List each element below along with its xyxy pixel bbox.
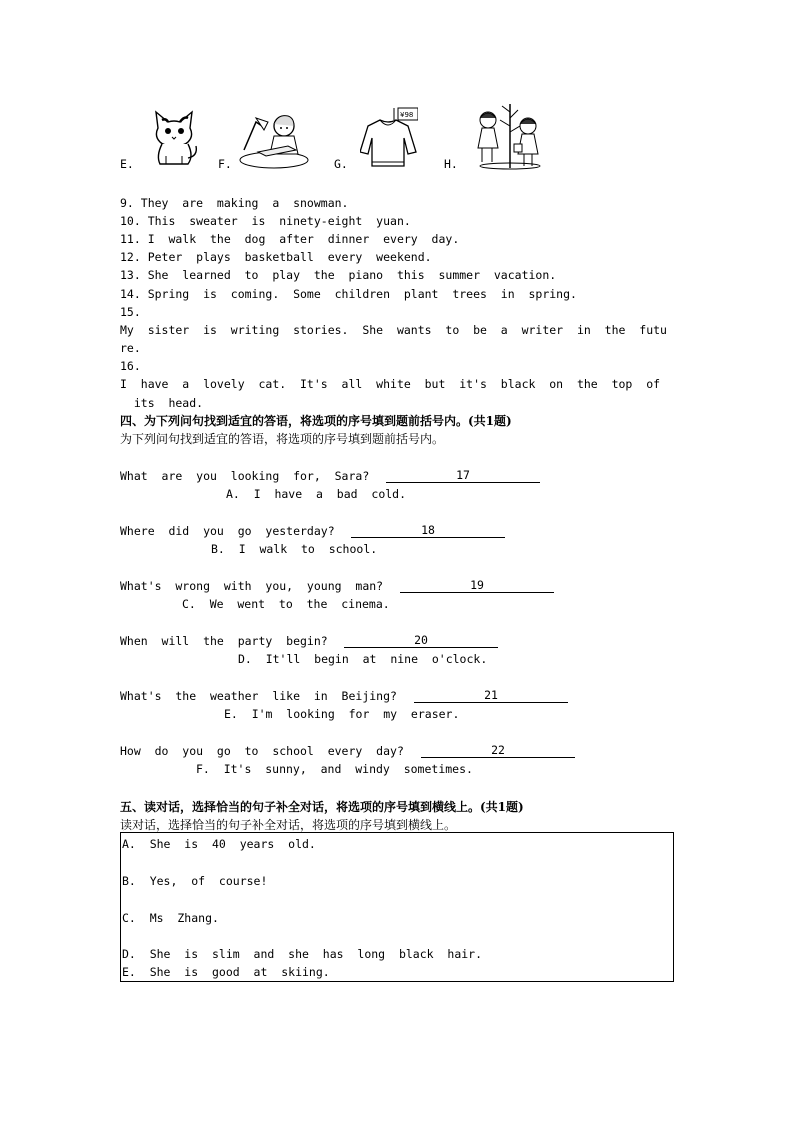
section-4-title: 四、为下列问句找到适宜的答语，将选项的序号填到题前括号内。(共1题): [120, 414, 512, 428]
sentence-11: 11. I walk the dog after dinner every day.: [120, 232, 460, 246]
option-b: B. I walk to school.: [211, 542, 378, 556]
option-e: E. I'm looking for my eraser.: [224, 707, 460, 721]
sentence-15-line2: re.: [120, 341, 141, 355]
children-planting-icon: [470, 98, 548, 170]
dialog-option-a: A. She is 40 years old.: [122, 837, 316, 851]
sentence-16-line1: I have a lovely cat. It's all white but it's black on the top of: [120, 377, 661, 391]
answer-blank-21[interactable]: 21: [414, 688, 568, 703]
answer-blank-17[interactable]: 17: [386, 468, 540, 483]
answer-blank-22[interactable]: 22: [421, 743, 575, 758]
answer-blank-20[interactable]: 20: [344, 633, 498, 648]
sentence-9: 9. They are making a snowman.: [120, 196, 349, 210]
answer-blank-19[interactable]: 19: [400, 578, 554, 593]
dialog-option-d: D. She is slim and she has long black hair.: [122, 947, 483, 961]
sentence-15-line1: My sister is writing stories. She wants to be a writer in the futu: [120, 323, 667, 337]
kitten-icon: [148, 106, 200, 168]
picture-label-h: H.: [444, 157, 458, 171]
section-5-title: 五、读对话，选择恰当的句子补全对话，将选项的序号填到横线上。(共1题): [120, 800, 524, 814]
question-20: When will the party begin?: [120, 634, 328, 648]
answer-blank-18[interactable]: 18: [351, 523, 505, 538]
section-4-instruction: 为下列问句找到适宜的答语，将选项的序号填到题前括号内。: [120, 432, 445, 446]
girl-writing-icon: [238, 108, 310, 170]
sentence-10: 10. This sweater is ninety-eight yuan.: [120, 214, 411, 228]
picture-label-g: G.: [334, 157, 348, 171]
dialog-option-c: C. Ms Zhang.: [122, 911, 219, 925]
sentence-15-number: 15.: [120, 305, 141, 319]
sentence-14: 14. Spring is coming. Some children plant trees in spring.: [120, 287, 577, 301]
sweater-price-icon: [360, 106, 418, 168]
price-tag-text: ¥98: [400, 111, 414, 119]
dialog-option-b: B. Yes, of course!: [122, 874, 268, 888]
sentence-13: 13. She learned to play the piano this summer vacation.: [120, 268, 557, 282]
section-5-instruction: 读对话，选择恰当的句子补全对话，将选项的序号填到横线上。: [120, 818, 457, 832]
picture-label-e: E.: [120, 157, 134, 171]
option-a: A. I have a bad cold.: [226, 487, 407, 501]
dialog-option-e: E. She is good at skiing.: [122, 965, 330, 979]
question-21: What's the weather like in Beijing?: [120, 689, 397, 703]
sentence-12: 12. Peter plays basketball every weekend.: [120, 250, 432, 264]
option-c: C. We went to the cinema.: [182, 597, 390, 611]
question-17: What are you looking for, Sara?: [120, 469, 370, 483]
option-f: F. It's sunny, and windy sometimes.: [196, 762, 473, 776]
question-22: How do you go to school every day?: [120, 744, 404, 758]
sentence-16-line2: its head.: [120, 396, 204, 410]
option-d: D. It'll begin at nine o'clock.: [238, 652, 488, 666]
question-19: What's wrong with you, young man?: [120, 579, 384, 593]
sentence-16-number: 16.: [120, 359, 141, 373]
picture-label-f: F.: [218, 157, 232, 171]
question-18: Where did you go yesterday?: [120, 524, 335, 538]
